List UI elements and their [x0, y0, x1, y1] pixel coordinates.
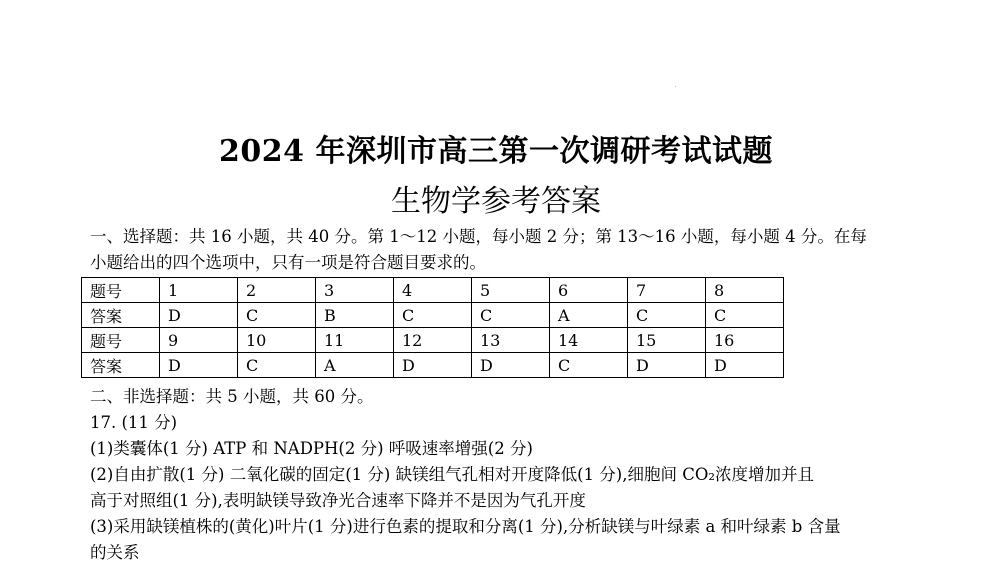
table-row	[82, 303, 784, 328]
document-subtitle: 生物学参考答案	[391, 184, 601, 219]
section2-heading: 二、非选择题：共 5 小题，共 60 分。	[90, 387, 374, 406]
table-cell: 10	[238, 328, 316, 353]
table-cell: 3	[316, 278, 394, 303]
q17-part3-line1: (3)采用缺镁植株的(黄化)叶片(1 分)进行色素的提取和分离(1 分),分析缺镁与叶绿素 a 和叶绿素 b 含量	[90, 517, 841, 536]
table-cell: A	[316, 353, 394, 378]
table-cell: D	[394, 353, 472, 378]
table-row-header-cell: 题号	[82, 278, 160, 303]
section1-intro-line2: 小题给出的四个选项中，只有一项是符合题目要求的。	[90, 253, 486, 272]
q17-part3-line2: 的关系	[90, 543, 140, 562]
table-cell: C	[238, 353, 316, 378]
table-cell: 12	[394, 328, 472, 353]
table-cell: C	[628, 303, 706, 328]
table-cell: 14	[550, 328, 628, 353]
answer-table	[81, 277, 784, 378]
table-cell: 8	[706, 278, 784, 303]
table-cell: 7	[628, 278, 706, 303]
table-cell: C	[394, 303, 472, 328]
table-cell: D	[472, 353, 550, 378]
table-cell: B	[316, 303, 394, 328]
table-cell: 6	[550, 278, 628, 303]
table-row	[82, 353, 784, 378]
table-cell: 11	[316, 328, 394, 353]
table-cell: C	[238, 303, 316, 328]
table-cell: D	[706, 353, 784, 378]
q17-part2-line2: 高于对照组(1 分),表明缺镁导致净光合速率下降并不是因为气孔开度	[90, 491, 586, 510]
table-row	[82, 278, 784, 303]
q17-title: 17. (11 分)	[90, 413, 178, 432]
table-cell: C	[706, 303, 784, 328]
table-row-header-cell: 题号	[82, 328, 160, 353]
table-cell: D	[160, 353, 238, 378]
table-cell: 15	[628, 328, 706, 353]
table-cell: 1	[160, 278, 238, 303]
table-row	[82, 328, 784, 353]
table-cell: D	[628, 353, 706, 378]
table-cell: C	[550, 353, 628, 378]
q17-part2-line1: (2)自由扩散(1 分) 二氧化碳的固定(1 分) 缺镁组气孔相对开度降低(1 分),细胞间 CO₂浓度增加并且	[90, 465, 814, 484]
table-cell: 9	[160, 328, 238, 353]
table-cell: 5	[472, 278, 550, 303]
table-cell: 16	[706, 328, 784, 353]
section1-intro-line1: 一、选择题：共 16 小题，共 40 分。第 1～12 小题，每小题 2 分；第 13～16 小题，每小题 4 分。在每	[90, 227, 867, 246]
document-title: 2024 年深圳市高三第一次调研考试试题	[219, 134, 773, 169]
scan-speck	[675, 86, 676, 87]
table-cell: 4	[394, 278, 472, 303]
table-cell: A	[550, 303, 628, 328]
table-cell: 13	[472, 328, 550, 353]
table-cell: C	[472, 303, 550, 328]
table-cell: D	[160, 303, 238, 328]
table-row-header-cell: 答案	[82, 303, 160, 328]
table-row-header-cell: 答案	[82, 353, 160, 378]
q17-part1: (1)类囊体(1 分) ATP 和 NADPH(2 分) 呼吸速率增强(2 分)	[90, 439, 533, 458]
table-cell: 2	[238, 278, 316, 303]
